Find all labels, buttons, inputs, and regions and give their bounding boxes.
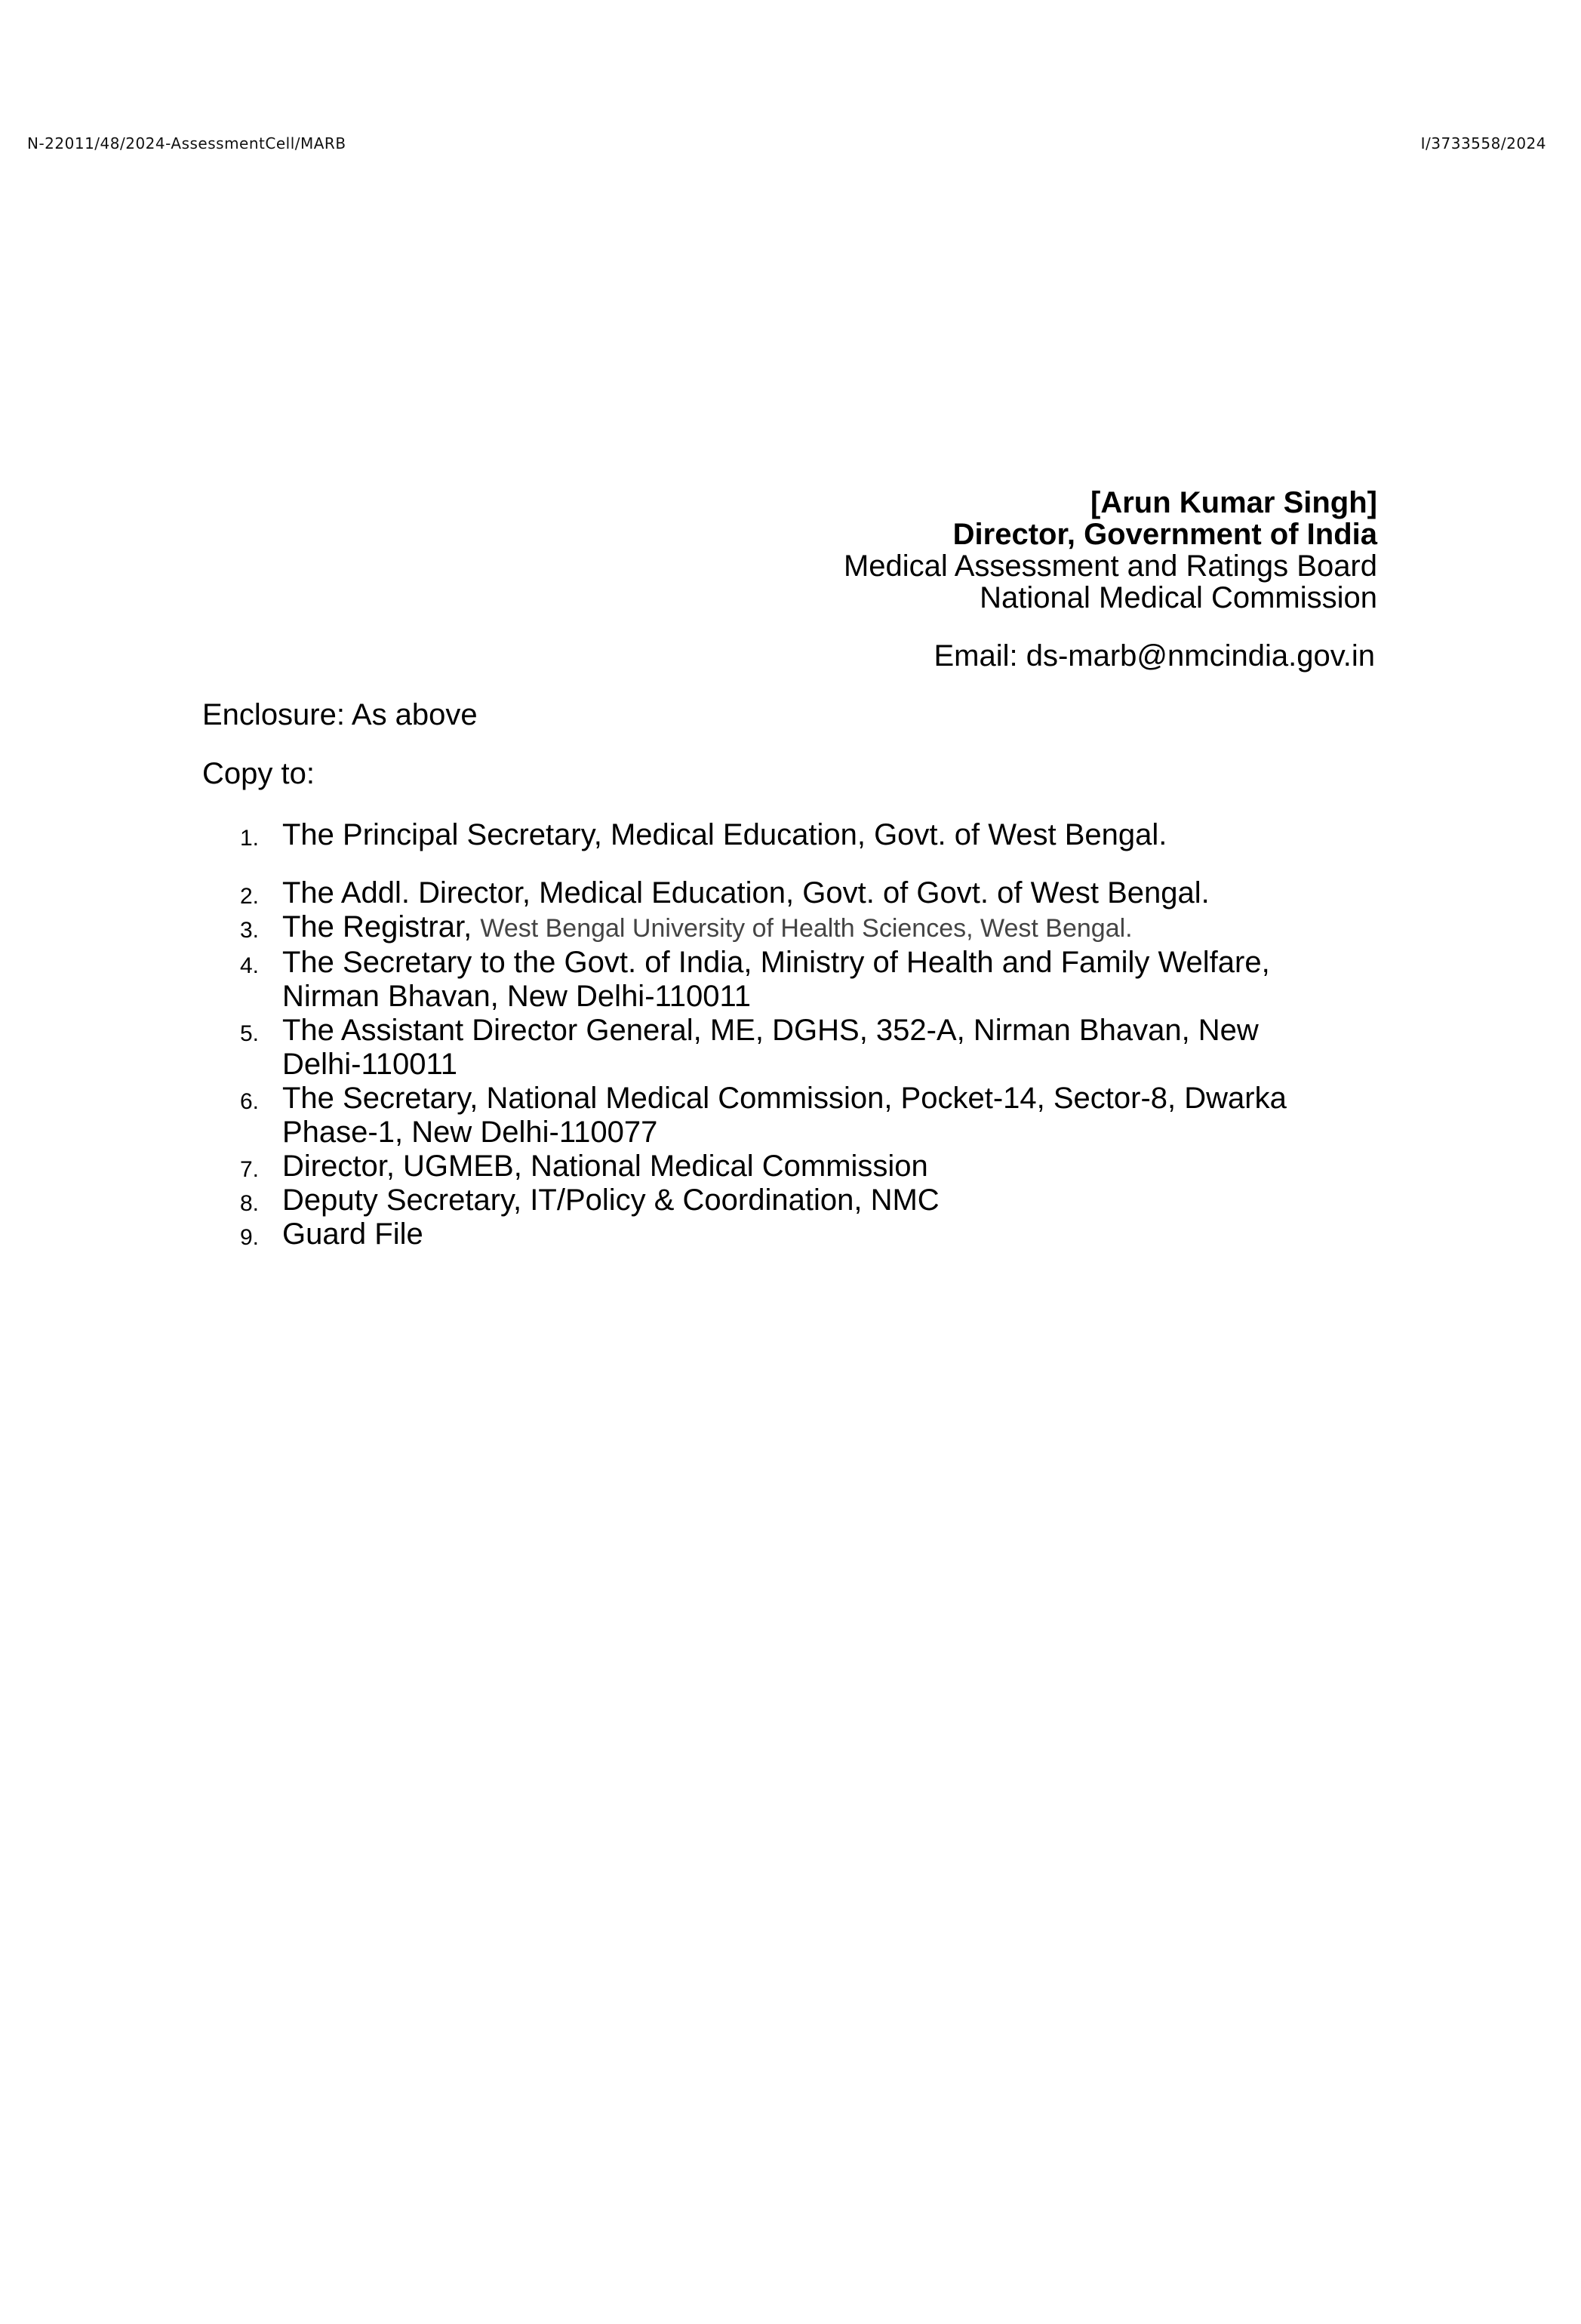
list-item-text-continued: Nirman Bhavan, New Delhi-110011 <box>282 980 752 1013</box>
signature-block <box>844 487 1377 614</box>
list-item-text: Director, UGMEB, National Medical Commission <box>282 1150 928 1183</box>
list-item <box>202 1150 1380 1184</box>
list-item-number: 1. <box>240 826 260 851</box>
list-item <box>202 946 1380 1014</box>
list-item-text: The Principal Secretary, Medical Education, Govt. of West Bengal. <box>282 818 1167 851</box>
copy-to-heading: Copy to: <box>202 757 315 790</box>
list-item <box>202 1082 1380 1150</box>
list-item-number: 3. <box>240 918 260 943</box>
list-item-text: Guard File <box>282 1217 423 1251</box>
list-item-text: The Addl. Director, Medical Education, Govt. of Govt. of West Bengal. <box>282 876 1210 910</box>
list-item-text-continued: Delhi-110011 <box>282 1048 458 1081</box>
list-item <box>202 910 1380 946</box>
list-item-number: 9. <box>240 1225 260 1250</box>
list-item-number: 5. <box>240 1021 260 1046</box>
list-item-text: The Secretary to the Govt. of India, Ministry of Health and Family Welfare, <box>282 946 1270 979</box>
list-item <box>202 1184 1380 1217</box>
signatory-email: Email: ds-marb@nmcindia.gov.in <box>934 639 1375 673</box>
document-id: I/3733558/2024 <box>1420 134 1546 152</box>
list-item-text: Deputy Secretary, IT/Policy & Coordination, NMC <box>282 1184 940 1217</box>
list-item-number: 6. <box>240 1089 260 1114</box>
list-item-number: 8. <box>240 1191 260 1216</box>
list-item-number: 4. <box>240 953 260 978</box>
list-item-number: 7. <box>240 1157 260 1182</box>
signatory-name: [Arun Kumar Singh] <box>1090 486 1377 519</box>
signatory-board: Medical Assessment and Ratings Board <box>843 549 1377 583</box>
list-item-text: The Assistant Director General, ME, DGHS, 352-A, Nirman Bhavan, New <box>282 1014 1259 1047</box>
file-number: N-22011/48/2024-AssessmentCell/MARB <box>27 134 346 152</box>
list-item-number: 2. <box>240 884 260 909</box>
signatory-designation: Director, Government of India <box>952 518 1377 551</box>
list-item <box>202 1217 1380 1251</box>
list-item <box>202 1014 1380 1082</box>
list-item-text-rest: West Bengal University of Health Sciences, West Bengal. <box>480 914 1133 943</box>
list-item <box>202 876 1380 910</box>
list-item-text-continued: Phase-1, New Delhi-110077 <box>282 1116 658 1149</box>
list-item <box>202 818 1380 852</box>
list-item-text-lead: The Registrar, <box>282 910 472 943</box>
signatory-organisation: National Medical Commission <box>980 581 1377 614</box>
list-item-text: The Secretary, National Medical Commission, Pocket-14, Sector-8, Dwarka <box>282 1082 1287 1115</box>
enclosure-note: Enclosure: As above <box>202 698 478 731</box>
copy-to-list <box>202 818 1380 1251</box>
